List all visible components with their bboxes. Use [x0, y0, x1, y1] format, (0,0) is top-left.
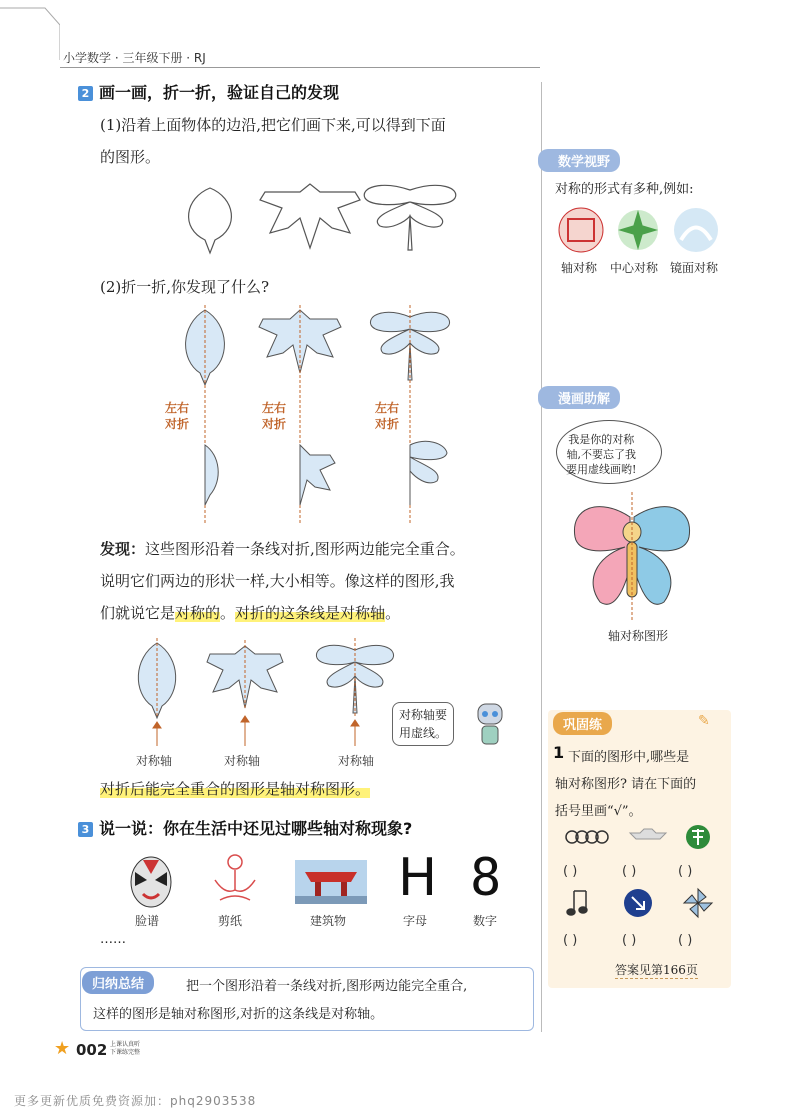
header-rule	[60, 67, 540, 68]
fold-label: 左右 对折	[375, 401, 400, 431]
bowtie-icon	[630, 829, 666, 839]
building-icon	[295, 860, 367, 904]
discovery-line-2: 说明它们两边的形状一样,大小相等。像这样的图形,我	[100, 572, 455, 590]
vision-item: 轴对称	[561, 261, 598, 275]
item-label: 建筑物	[310, 914, 347, 928]
section-number: 2	[78, 86, 93, 101]
fold-label: 左右 对折	[165, 401, 190, 431]
paper-cut-icon	[205, 850, 265, 910]
para-2: (2)折一折,你发现了什么?	[100, 278, 270, 296]
robot-speech-bubble: 对称轴要 用虚线。	[392, 702, 454, 746]
vision-item: 中心对称	[610, 261, 659, 275]
answer-paren[interactable]: ( )	[622, 933, 637, 948]
outline-shapes	[170, 178, 460, 258]
column-divider	[541, 82, 542, 1032]
pinwheel-icon	[684, 889, 712, 917]
fold-label: 左右 对折	[262, 401, 287, 431]
robot-icon	[470, 700, 510, 750]
watermark: 更多更新优质免费资源加：phq2903538	[14, 1094, 257, 1108]
axis-shapes	[125, 638, 395, 748]
direction-sign-icon	[624, 889, 652, 917]
comic-bubble-text: 我是你的对称 轴,不要忘了我 要用虚线画哟!	[566, 433, 637, 476]
page-number: 002	[76, 1041, 108, 1059]
dragonfly-outline	[364, 185, 456, 250]
practice-number: 1	[553, 743, 565, 762]
para-1-line-2: 的图形。	[100, 148, 161, 166]
axis-label: 对称轴	[338, 754, 375, 768]
discovery-line-3: 们就说它是对称的。对折的这条线是对称轴。	[100, 604, 401, 622]
summary-line-1: 把一个图形沿着一条线对折,图形两边能完全重合,	[186, 979, 468, 994]
comic-tag: 漫画助解	[538, 386, 620, 409]
letter-h: H	[398, 848, 438, 908]
section-number: 3	[78, 822, 93, 837]
practice-shapes	[560, 825, 720, 925]
conclusion: 对折后能完全重合的图形是轴对称图形。	[100, 780, 371, 798]
vision-item: 镜面对称	[670, 261, 719, 275]
rings-icon	[566, 831, 608, 843]
page-header: 小学数学 · 三年级下册 · RJ	[63, 51, 206, 65]
item-label: 数字	[473, 914, 498, 928]
mirror-symmetry-icon	[674, 208, 718, 252]
answer-paren[interactable]: ( )	[563, 933, 578, 948]
item-label: 字母	[403, 914, 428, 928]
folding-illustration	[175, 305, 465, 525]
digit-8: 8	[470, 848, 502, 908]
leaf-outline	[189, 188, 232, 253]
footer-note: 上课认真听 下课练完整	[110, 1041, 141, 1056]
star-icon: ★	[54, 1038, 71, 1059]
answer-paren[interactable]: ( )	[678, 933, 693, 948]
summary-tag: 归纳总结	[82, 971, 154, 994]
music-note-icon	[567, 891, 587, 915]
kite-outline	[260, 184, 360, 248]
central-symmetry-icon	[618, 210, 658, 250]
axis-label: 对称轴	[136, 754, 173, 768]
kite-half	[300, 445, 335, 505]
corner-decoration	[0, 0, 60, 60]
item-label: 剪纸	[218, 914, 243, 928]
answer-paren[interactable]: ( )	[622, 864, 637, 879]
butterfly-icon	[570, 492, 695, 622]
butterfly-caption: 轴对称图形	[608, 629, 669, 643]
pencil-icon: ✎	[698, 713, 710, 729]
item-label: 脸谱	[135, 914, 160, 928]
answer-paren[interactable]: ( )	[563, 864, 578, 879]
leaf-half	[205, 445, 218, 505]
discovery-line-1: 发现：这些图形沿着一条线对折,图形两边能完全重合。	[100, 540, 465, 558]
answer-paren[interactable]: ( )	[678, 864, 693, 879]
para-1-line-1: (1)沿着上面物体的边沿,把它们画下来,可以得到下面	[100, 116, 446, 134]
practice-tag: 巩固练	[553, 712, 612, 735]
summary-line-2: 这样的图形是轴对称图形,对折的这条线是对称轴。	[93, 1007, 384, 1022]
dragonfly-half	[410, 441, 447, 505]
section-3-title: 3 说一说：你在生活中还见过哪些轴对称现象?	[78, 816, 412, 839]
section-2-title: 2 画一画，折一折，验证自己的发现	[78, 80, 339, 103]
ellipsis: ……	[100, 932, 126, 947]
vision-text: 对称的形式有多种,例如:	[555, 182, 694, 197]
answer-reference: 答案见第166页	[615, 963, 698, 977]
opera-mask-icon	[125, 852, 177, 910]
symmetry-examples	[556, 205, 726, 255]
practice-question: 下面的图形中,哪些是 轴对称图形? 请在下面的 括号里画“√”。	[555, 750, 697, 819]
bank-logo-icon	[686, 825, 710, 849]
axis-symmetry-icon	[559, 208, 603, 252]
axis-label: 对称轴	[224, 754, 261, 768]
vision-tag: 数学视野	[538, 149, 620, 172]
